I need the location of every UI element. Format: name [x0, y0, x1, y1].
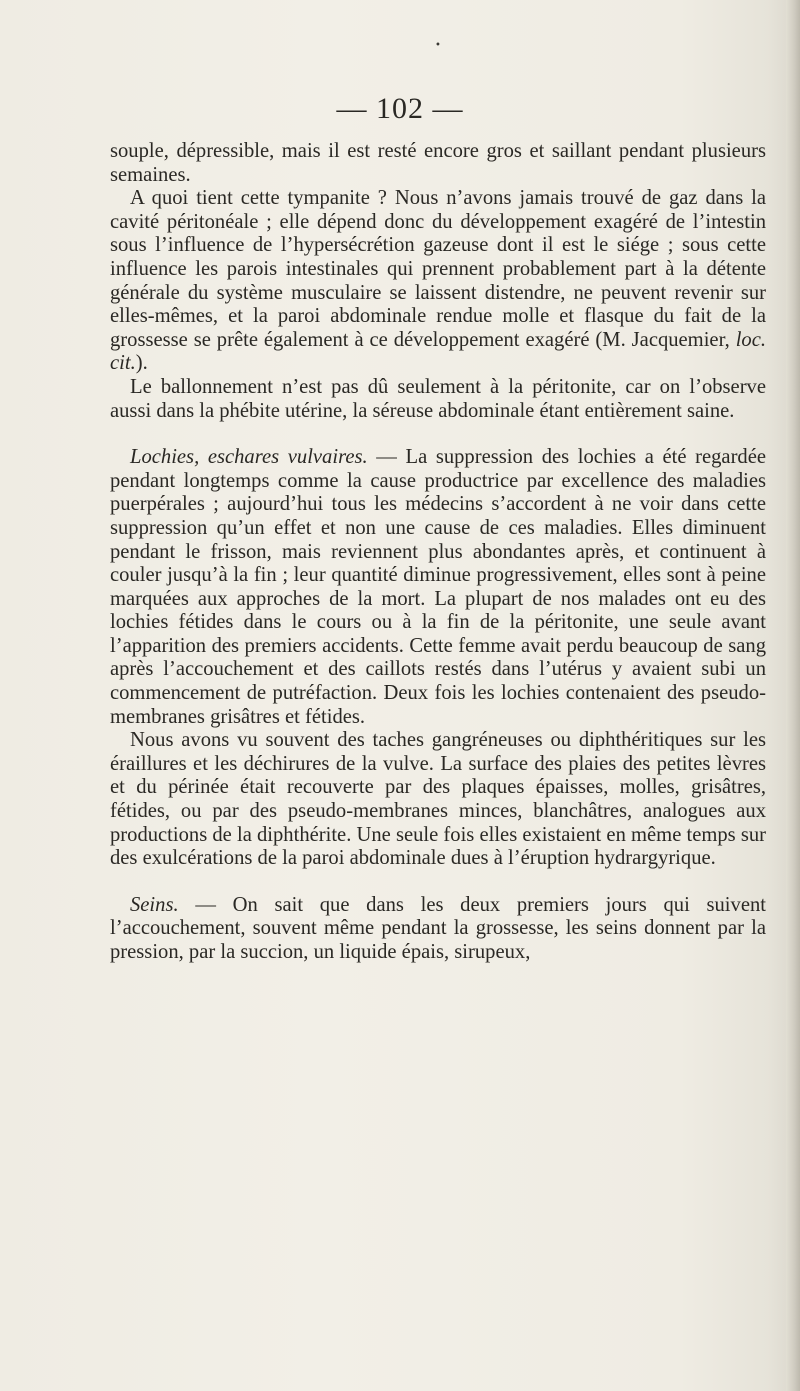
paragraph-taches	[110, 729, 766, 871]
body-text	[110, 140, 766, 965]
paragraph-continuation	[110, 140, 766, 187]
paragraph-tympanite	[110, 187, 766, 376]
paragraph-text-end: ).	[135, 352, 148, 375]
citation-loc-cit: loc. cit.	[110, 328, 766, 375]
page-number: — 102 —	[336, 92, 464, 125]
paragraph-text: Le ballonnement n’est pas dû seulement à la péritonite, car on l’observe aussi dans la phébite utérine, la séreuse abdominale étant entièrement saine.	[110, 375, 766, 422]
page-binding-edge	[786, 0, 800, 1391]
section-title-lochies: Lochies, eschares vulvaires.	[130, 446, 368, 469]
section-title-seins: Seins.	[130, 893, 179, 916]
paragraph-text: — On sait que dans les deux premiers jours qui suivent l’accouchement, souvent même pendant la grossesse, les seins donnent par la pression, par la succion, un liquide épais, sirupeux,	[110, 893, 766, 963]
paragraph-text: Nous avons vu souvent des taches gangréneuses ou diphthéritiques sur les éraillures et les déchirures de la vulve. La surface des plaies des petites lèvres et du périnée était recouverte par des plaques épaisses, molles, grisâtres, fétides, ou par des pseudo-membranes minces, blanchâtres, analogues aux productions de la diphthérite. Une seule fois elles existaient en même temps sur des exulcérations de la paroi abdominale dues à l’éruption hydrargyrique.	[110, 729, 766, 870]
paragraph-text: souple, dépressible, mais il est resté encore gros et saillant pendant plusieurs semaines.	[110, 140, 766, 186]
paragraph-lochies	[110, 446, 766, 729]
paragraph-text: A quoi tient cette tympanite ? Nous n’avons jamais trouvé de gaz dans la cavité péritonéale ; elle dépend donc du développement exagéré de l’intestin sous l’influence de l’hypersécrétion gazeuse dont il est le siége ; sous cette influence les parois intestinales qui prennent probablement part à la détente générale du système musculaire se laissent distendre, ne peuvent revenir sur elles-mêmes, et la paroi abdominale rendue molle et flasque du fait de la grossesse se prête également à ce développement exagéré (M. Jacquemier,	[110, 187, 766, 351]
printer-mark: •	[435, 40, 441, 51]
paragraph-seins	[110, 894, 766, 965]
paragraph-text: — La suppression des lochies a été regardée pendant longtemps comme la cause productrice par excellence des maladies puerpérales ; aujourd’hui tous les médecins s’accordent à ne voir dans cette suppression qu’un effet et non une cause de ces maladies. Elles diminuent pendant le frisson, mais reviennent plus abondantes après, et continuent à couler jusqu’à la fin ; leur quantité diminue progressivement, elles sont à peine marquées aux approches de la mort. La plupart de nos malades ont eu des lochies fétides dans le cours ou à la fin de la péritonite, une seule avant l’apparition des premiers accidents. Cette femme avait perdu beaucoup de sang après l’accouchement et des caillots restés dans l’utérus y avaient subi un commencement de putréfaction. Deux fois les lochies contenaient des pseudo-membranes grisâtres et fétides.	[110, 446, 766, 728]
paragraph-ballonnement	[110, 376, 766, 423]
